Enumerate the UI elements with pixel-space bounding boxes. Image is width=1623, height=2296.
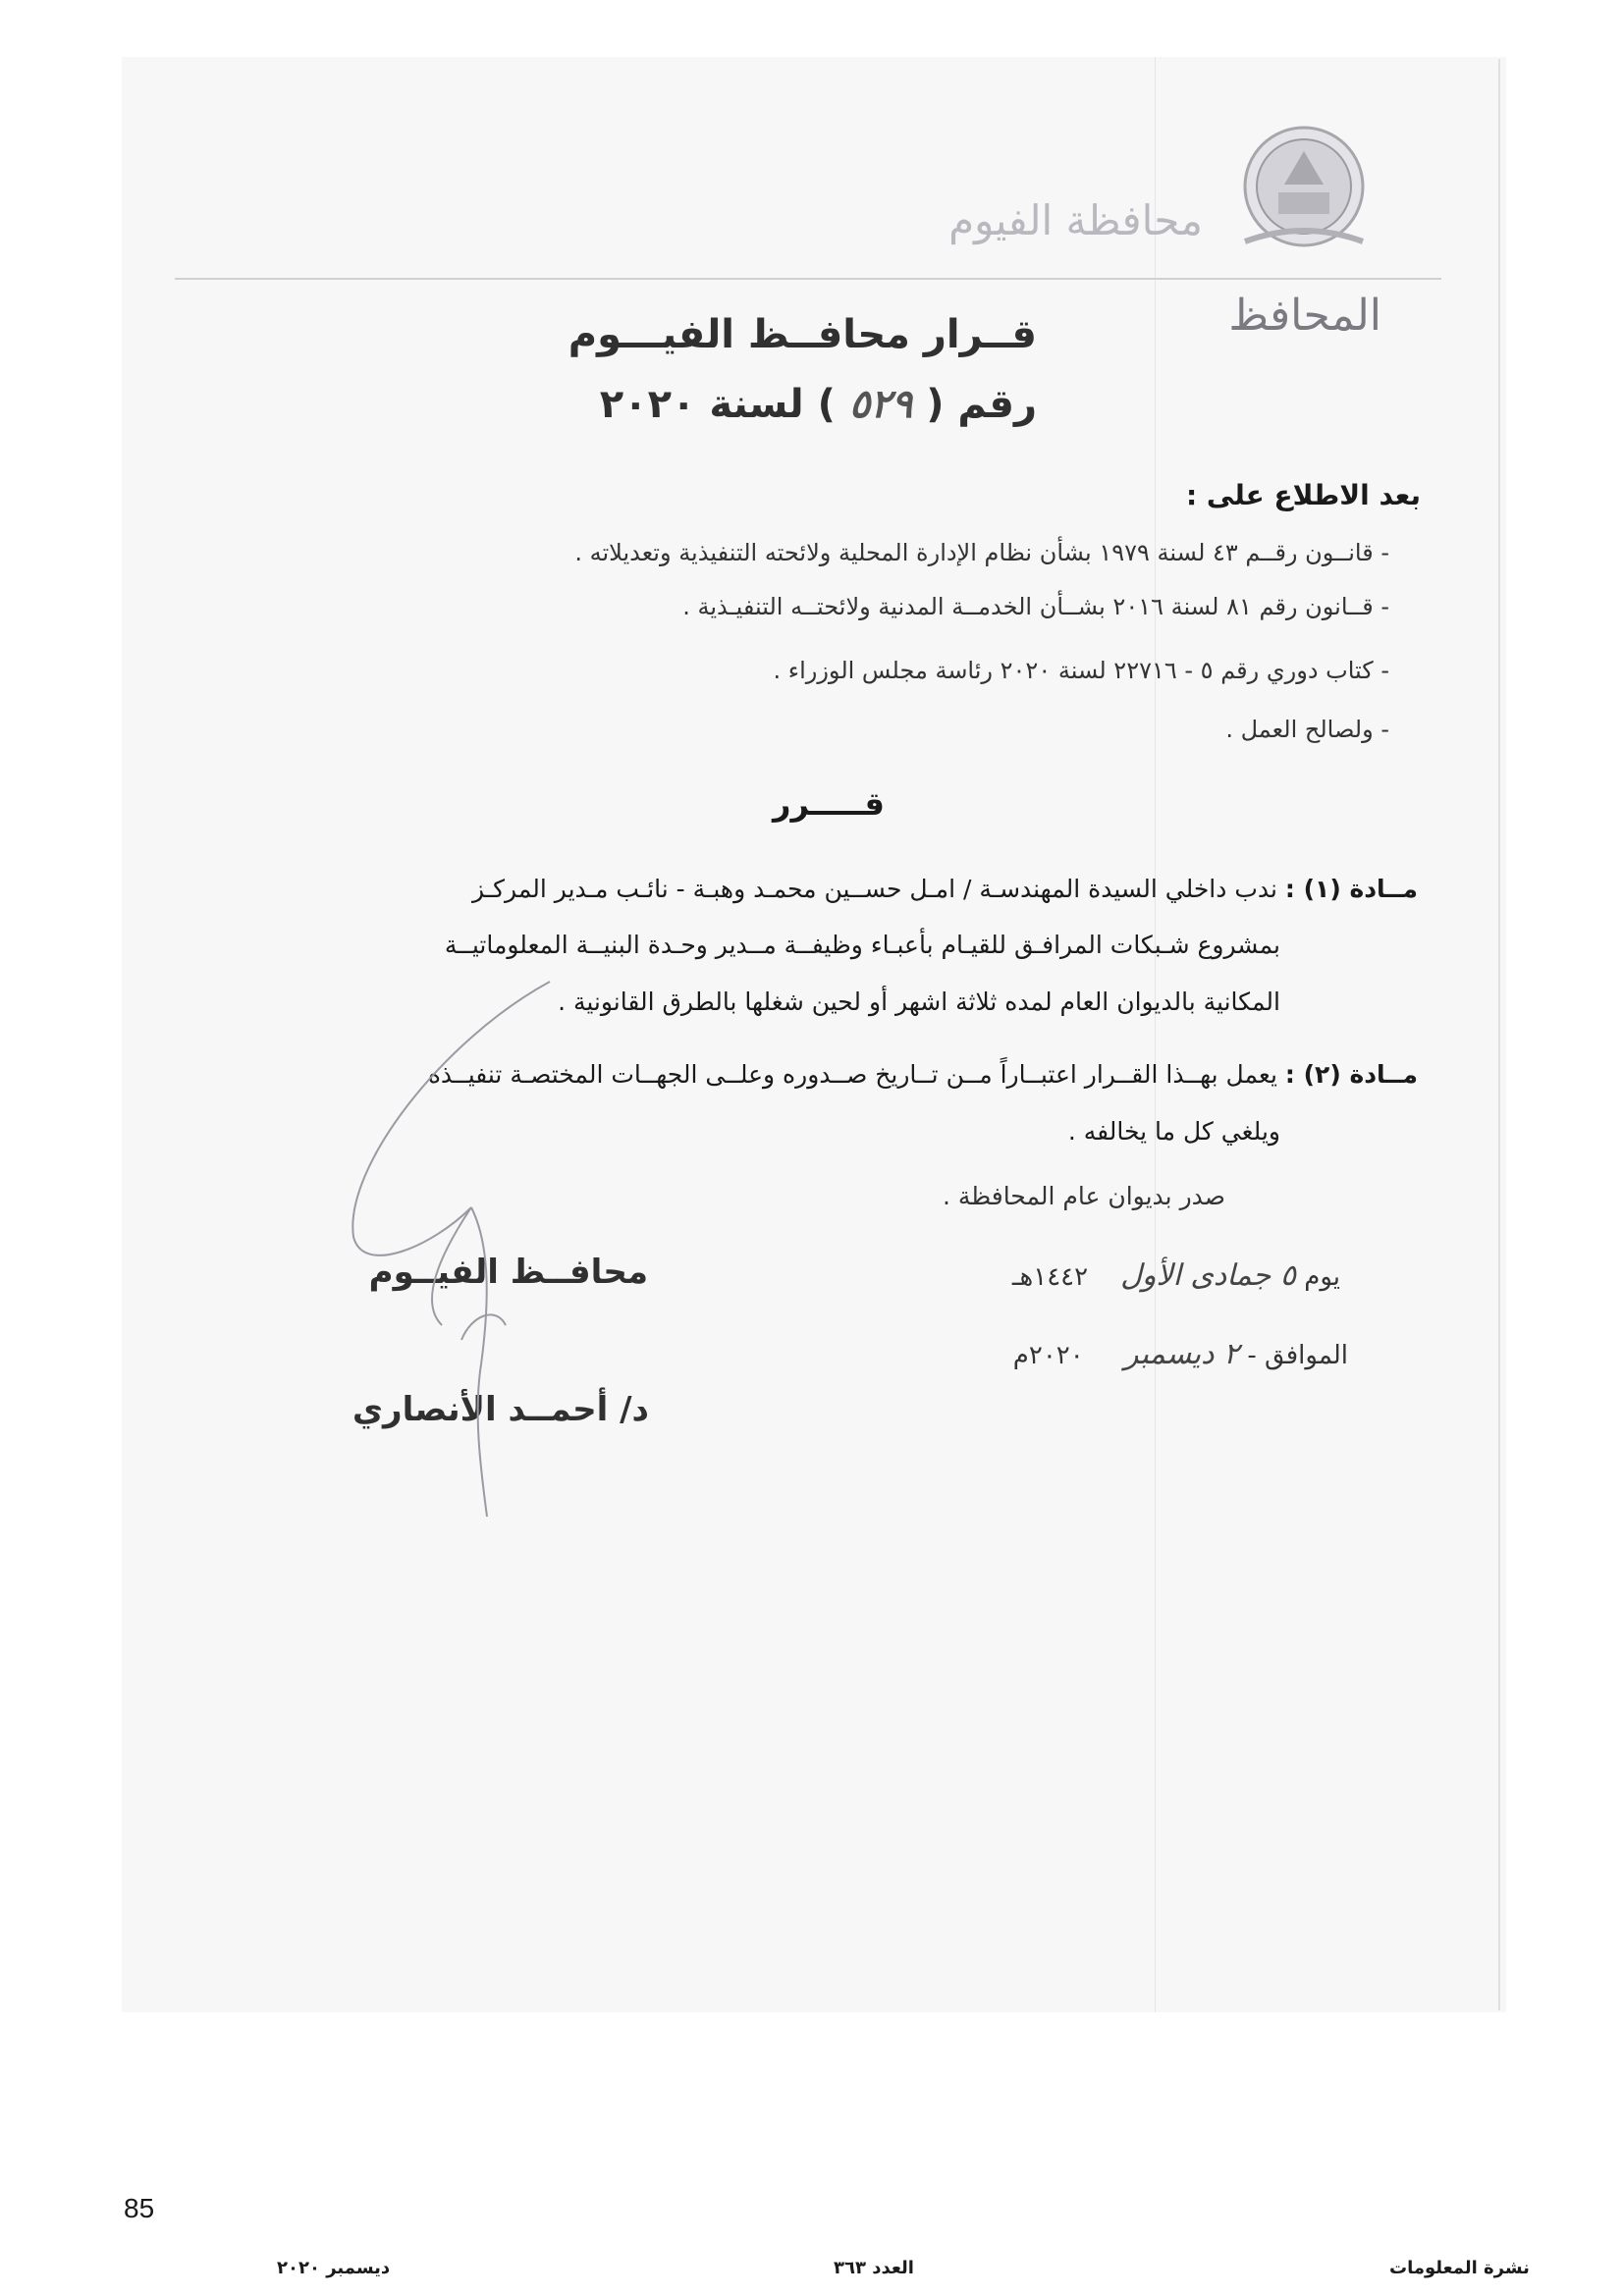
scan-edge xyxy=(1498,59,1500,2010)
article-1-label: مــادة (١) : xyxy=(1284,875,1418,903)
decree-title: قــرار محافــظ الفيـــوم xyxy=(568,312,1037,357)
governorate-emblem-icon xyxy=(1225,110,1382,267)
governor-label: المحافظ xyxy=(1228,291,1381,341)
hijri-year: ١٤٤٢هـ xyxy=(1011,1262,1089,1292)
footer-issue: العدد ٣٦٣ xyxy=(834,2258,914,2278)
article-2-label: مــادة (٢) : xyxy=(1284,1060,1418,1089)
governorate-name: محافظة الفيوم xyxy=(948,196,1203,244)
hijri-prefix: يوم xyxy=(1304,1262,1340,1292)
preamble-clause: - ولصالح العمل . xyxy=(1225,716,1389,743)
article-1-line: بمشروع شـبكات المرافـق للقيـام بأعبـاء وظيفــة مــدير وحـدة البنيــة المعلوماتيــة xyxy=(444,931,1280,959)
preamble-intro: بعد الاطلاع على : xyxy=(1185,479,1421,511)
decree-number-prefix: رقم ( xyxy=(926,382,1037,427)
hijri-date xyxy=(1012,1258,1340,1293)
gregorian-handwritten: ٢ ديسمبر xyxy=(1124,1337,1240,1371)
gregorian-prefix: الموافق - xyxy=(1247,1341,1348,1370)
article-1-line xyxy=(472,875,1418,903)
signer-name: د/ أحمــد الأنصاري xyxy=(352,1390,649,1429)
article-1-line: المكانية بالديوان العام لمده ثلاثة اشهر أو لحين شغلها بالطرق القانونية . xyxy=(558,988,1280,1016)
gregorian-date xyxy=(1013,1337,1348,1371)
signer-title: محافــظ الفيــوم xyxy=(368,1253,648,1292)
article-2-text: يعمل بهــذا القــرار اعتبــاراً مــن تــاريخ صــدوره وعلــى الجهــات المختصـة تنفيــذه xyxy=(427,1060,1277,1089)
header-divider xyxy=(175,278,1441,280)
hijri-handwritten: ٥ جمادى الأول xyxy=(1120,1258,1296,1293)
article-2-line: ويلغي كل ما يخالفه . xyxy=(1067,1117,1280,1146)
article-1-text: ندب داخلي السيدة المهندسـة / امـل حســين محمـد وهبـة - نائـب مـدير المركـز xyxy=(472,875,1277,903)
decree-number-suffix: ) لسنة ٢٠٢٠ xyxy=(599,382,836,427)
footer-date: ديسمبر ٢٠٢٠ xyxy=(277,2258,391,2278)
preamble-clause: - قــانون رقم ٨١ لسنة ٢٠١٦ بشــأن الخدمــة المدنية ولائحتــه التنفيـذية . xyxy=(682,593,1389,620)
footer-publication: نشرة المعلومات xyxy=(1389,2258,1530,2278)
preamble-clause: - كتاب دوري رقم ٥ - ٢٢٧١٦ لسنة ٢٠٢٠ رئاسة مجلس الوزراء . xyxy=(773,657,1389,684)
decree-number xyxy=(600,381,1037,427)
decision-heading: قـــــرر xyxy=(773,785,885,823)
issued-statement: صدر بديوان عام المحافظة . xyxy=(942,1182,1225,1210)
handwritten-signature xyxy=(324,952,756,1522)
page-number: 85 xyxy=(124,2193,155,2223)
paper-fold-line xyxy=(1155,57,1156,2012)
gregorian-year: ٢٠٢٠م xyxy=(1012,1341,1084,1370)
decree-number-handwritten: ٥٢٩ xyxy=(848,381,913,427)
preamble-clause: - قانــون رقــم ٤٣ لسنة ١٩٧٩ بشأن نظام الإدارة المحلية ولائحته التنفيذية وتعديلاته . xyxy=(574,539,1389,566)
